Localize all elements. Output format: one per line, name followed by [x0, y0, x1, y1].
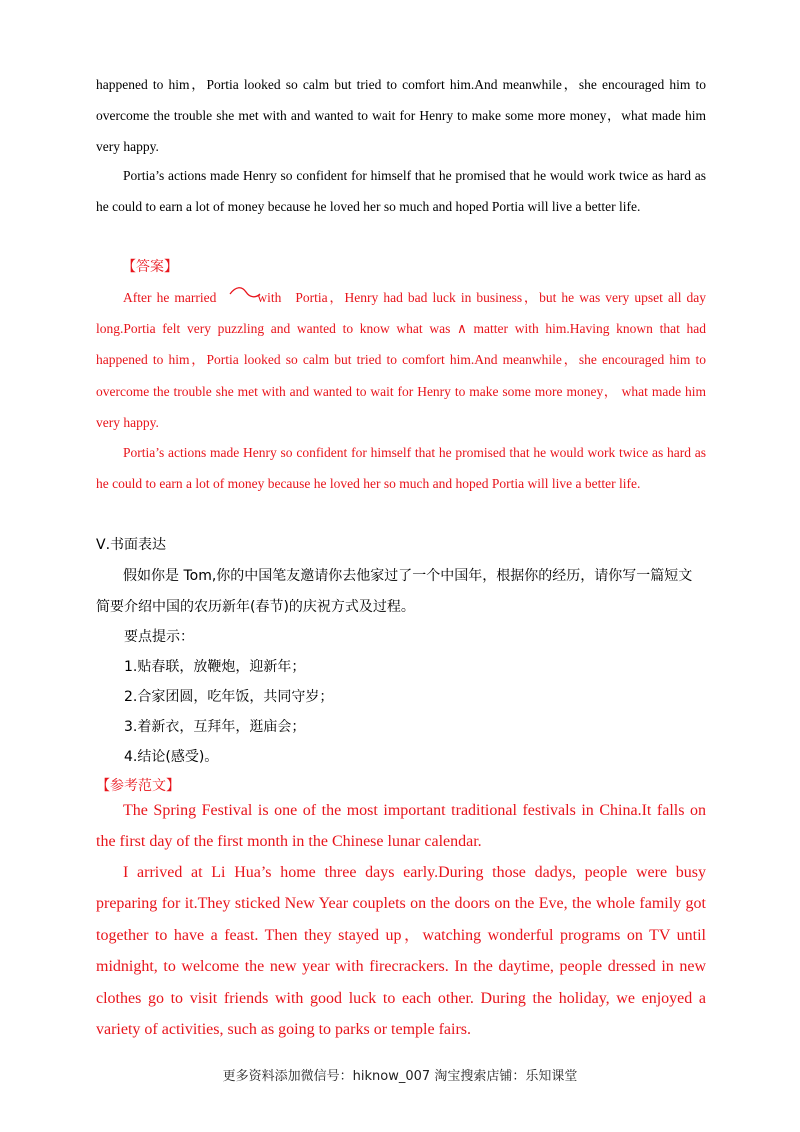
model-essay-label: 【参考范文】	[96, 778, 180, 794]
answer-label: 【答案】	[122, 260, 178, 275]
answer-text-b: Portia，Henry had bad luck in business，but he was very upset all day long.Portia felt very puzzling and wanted to know what was ∧ matter with him.Having known that had happened to him，Portia looked so calm but tried to comfort him.And meanwhile，she encouraged him to overcome the trouble she met with and wanted to wait for Henry to make some more money， what made him very happy.	[96, 290, 707, 430]
footer-note: 更多资料添加微信号：hiknow_007 淘宝搜索店铺：乐知课堂	[222, 1069, 578, 1084]
tips-label: 要点提示：	[124, 629, 194, 645]
question-paragraph-1-tail: happened to him，Portia looked so calm but tried to comfort him.And meanwhile，she encouraged him to overcome the trouble she met with and wanted to wait for Henry to make some more money，what made him very happy.	[96, 77, 706, 155]
deleted-word	[230, 282, 281, 313]
writing-prompt: 假如你是 Tom,你的中国笔友邀请你去他家过了一个中国年，根据你的经历，请你写一篇短文简要介绍中国的农历新年(春节)的庆祝方式及过程。	[96, 568, 693, 615]
section-title: Ⅴ.书面表达	[96, 537, 167, 553]
deleted-word-text: with	[257, 290, 282, 305]
deletion-mark-icon	[228, 284, 262, 300]
model-essay-paragraph-1: The Spring Festival is one of the most important traditional festivals in China.It falls on the first day of the first month in the Chinese lunar calendar.	[96, 802, 706, 851]
answer-text-a: After he married	[123, 290, 217, 305]
tip-item-2: 2.合家团圆，吃年饭，共同守岁；	[124, 689, 334, 705]
model-essay-paragraph-2: I arrived at Li Hua’s home three days early.During those dadys, people were busy preparing for it.They sticked New Year couplets on the doors on the Eve, the whole family got together to have a feast. Then they stayed up，watching wonderful programs on TV until midnight, to welcome the new year with firecrackers. In the daytime, people dressed in new clothes go to visit friends with good luck to each other. During the holiday, we enjoyed a variety of activities, such as going to parks or temple fairs.	[96, 864, 706, 1039]
answer-paragraph-2: Portia’s actions made Henry so confident for himself that he promised that he would work twice as hard as he could to earn a lot of money because he loved her so much and hoped Portia will live a better life.	[96, 445, 706, 492]
tip-item-4: 4.结论(感受)。	[124, 749, 219, 765]
tip-item-3: 3.着新衣，互拜年，逛庙会；	[124, 719, 306, 735]
tip-item-1: 1.贴春联，放鞭炮，迎新年；	[124, 659, 306, 675]
question-paragraph-2: Portia’s actions made Henry so confident for himself that he promised that he would work twice as hard as he could to earn a lot of money because he loved her so much and hoped Portia will live a better life.	[96, 168, 706, 215]
answer-paragraph-1	[96, 282, 706, 438]
